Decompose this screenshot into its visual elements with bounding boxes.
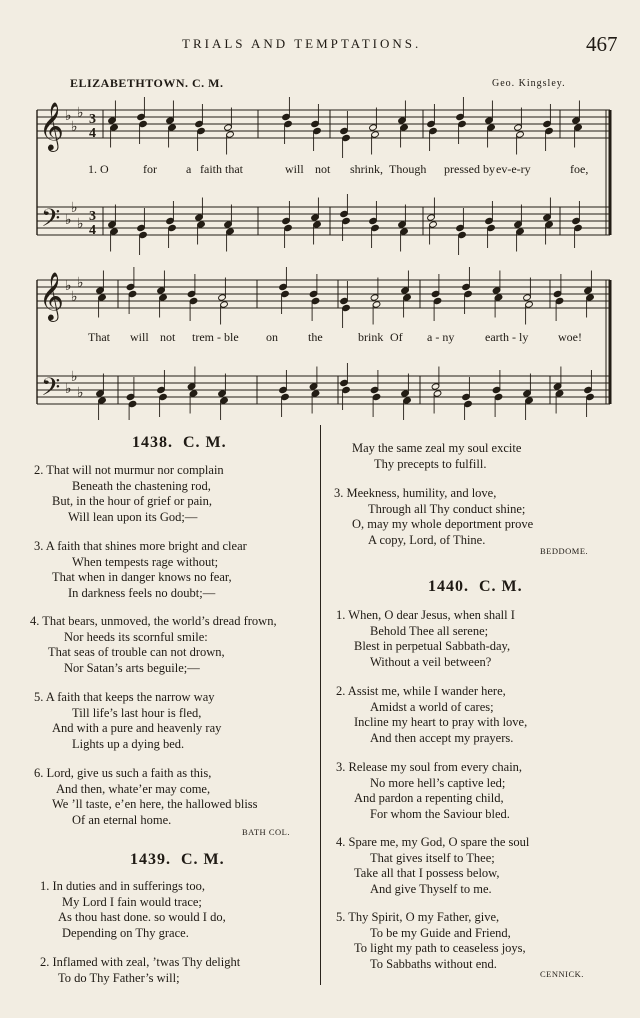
hymn-1440-attribution: CENNICK.	[540, 969, 584, 979]
verse-line: We ’ll taste, e’en here, the hallowed bliss	[52, 797, 258, 812]
time-signature: 3	[89, 209, 96, 224]
verse-line: When tempests rage without;	[72, 554, 219, 569]
verse-line: Through all Thy conduct shine;	[368, 501, 526, 516]
verse-line: Nor Satan’s arts beguile;—	[64, 660, 200, 675]
lyric-word: That	[88, 330, 110, 344]
verse-line: That when in danger knows no fear,	[52, 570, 232, 585]
lyric-word: shrink,	[350, 162, 383, 176]
verse-line: In darkness feels no doubt;—	[68, 585, 216, 600]
verse-line: Lights up a dying bed.	[72, 736, 185, 751]
lyric-word: not	[315, 162, 331, 176]
tune-name: ELIZABETHTOWN. C. M.	[70, 76, 224, 90]
treble-clef: 𝄞	[39, 271, 64, 320]
lyric-word: the	[308, 330, 323, 344]
hymn-1440-stanza-3	[336, 760, 522, 822]
verse-line: Thy precepts to fulfill.	[374, 456, 487, 471]
verse-line: To Sabbaths without end.	[370, 956, 497, 971]
hymn-1440-stanza-1	[336, 608, 515, 670]
lyric-word: woe!	[558, 330, 582, 344]
music-score	[0, 0, 640, 420]
verse-line: Till life’s last hour is fled,	[72, 705, 202, 720]
verse-line: 5. Thy Spirit, O my Father, give,	[336, 910, 500, 924]
verse-line: And give Thyself to me.	[370, 881, 492, 896]
verse-line: No more hell’s captive led;	[370, 775, 506, 790]
lyric-word: pressed by	[444, 162, 495, 176]
time-signature: 3	[89, 112, 96, 127]
hymn-1438-stanza-2	[34, 463, 224, 525]
flat-sign: ♭	[71, 289, 78, 305]
hymn-meter: C. M.	[479, 578, 523, 595]
verse-line: Without a veil between?	[370, 654, 492, 669]
verse-line: My Lord I fain would trace;	[62, 894, 202, 909]
treble-clef: 𝄞	[39, 101, 64, 150]
flat-sign: ♭	[71, 200, 78, 216]
verse-line: 3. A faith that shines more bright and clear	[34, 539, 247, 553]
hymn-number: 1438.	[132, 434, 173, 451]
hymn-1438-attribution: BATH COL.	[242, 827, 290, 837]
lyric-word: 1. O	[88, 162, 109, 176]
verse-line: 6. Lord, give us such a faith as this,	[34, 766, 212, 780]
verse-line: 4. Spare me, my God, O spare the soul	[336, 835, 530, 849]
hymn-1438-stanza-3	[34, 539, 247, 601]
running-title: TRIALS AND TEMPTATIONS.	[182, 36, 422, 51]
verse-line: And then, whate’er may come,	[56, 781, 211, 796]
lyric-word: a	[186, 162, 192, 176]
verse-line: Blest in perpetual Sabbath-day,	[354, 639, 511, 654]
verse-line: And then accept my prayers.	[370, 730, 514, 745]
verse-line: Behold Thee all serene;	[370, 623, 489, 638]
hymn-1438-stanza-5	[34, 690, 221, 752]
lyric-word: earth - ly	[485, 330, 529, 344]
verse-line: A copy, Lord, of Thine.	[368, 532, 486, 547]
hymn-meter: C. M.	[181, 851, 225, 868]
flat-sign: ♭	[65, 278, 72, 294]
flat-sign: ♭	[71, 119, 78, 135]
lyric-word: a - ny	[427, 330, 455, 344]
hymn-1440-stanza-5	[336, 910, 526, 972]
verse-line: But, in the hour of grief or pain,	[52, 494, 213, 509]
lyric-word: ev-e-ry	[496, 162, 531, 176]
lyric-word: trem - ble	[192, 330, 239, 344]
hymn-1438-heading	[132, 434, 227, 452]
verse-line: That gives itself to Thee;	[370, 850, 495, 865]
verse-line: Of an eternal home.	[72, 812, 172, 827]
verse-line: And pardon a repenting child,	[354, 791, 504, 806]
verse-line: To be my Guide and Friend,	[370, 925, 511, 940]
lyric-word: Of	[390, 330, 403, 344]
verse-line: Amidst a world of cares;	[370, 699, 494, 714]
page-number: 467	[586, 32, 618, 56]
lyric-word: will	[285, 162, 304, 176]
verse-line: 2. That will not murmur nor complain	[34, 463, 224, 477]
verse-line: 4. That bears, unmoved, the world’s dread frown,	[30, 614, 277, 628]
verse-line: 2. Assist me, while I wander here,	[336, 684, 506, 698]
hymn-1438-stanza-6	[34, 766, 258, 828]
hymn-1439-stanza-2-continued	[352, 441, 521, 472]
flat-sign: ♭	[77, 105, 84, 121]
hymn-1439-heading	[130, 851, 225, 869]
column-divider	[320, 425, 321, 985]
verse-line: Incline my heart to pray with love,	[354, 715, 528, 730]
verse-line: 3. Release my soul from every chain,	[336, 760, 523, 774]
hymn-1438-stanza-4	[30, 614, 277, 676]
flat-sign: ♭	[65, 212, 72, 228]
lyric-word: faith that	[200, 162, 243, 176]
verse-line: 5. A faith that keeps the narrow way	[34, 690, 215, 704]
lyric-word: Though	[389, 162, 427, 176]
hymn-number: 1440.	[428, 578, 469, 595]
flat-sign: ♭	[65, 381, 72, 397]
verse-line: Beneath the chastening rod,	[72, 478, 211, 493]
verse-line: As thou hast done. so would I do,	[58, 910, 226, 925]
verse-line: And with a pure and heavenly ray	[52, 721, 222, 736]
flat-sign: ♭	[65, 108, 72, 124]
hymn-1439-stanza-3	[334, 486, 533, 548]
lyric-word: brink	[358, 330, 384, 344]
verse-line: That seas of trouble can not drown,	[48, 645, 225, 660]
hymn-meter: C. M.	[183, 434, 227, 451]
verse-line: Nor heeds its scornful smile:	[64, 629, 208, 644]
hymn-1439-stanza-2	[40, 955, 240, 986]
lyric-word: will	[130, 330, 149, 344]
time-signature: 4	[89, 126, 96, 141]
verse-line: Depending on Thy grace.	[62, 925, 189, 940]
flat-sign: ♭	[77, 385, 84, 401]
hymn-1439-attribution: BEDDOME.	[540, 546, 589, 556]
verse-line: To do Thy Father’s will;	[58, 970, 180, 985]
verse-line: Take all that I possess below,	[354, 866, 500, 881]
flat-sign: ♭	[77, 275, 84, 291]
verse-line: Will lean upon its God;—	[68, 509, 198, 524]
lyric-word: for	[143, 162, 157, 176]
time-signature: 4	[89, 223, 96, 238]
verse-line: May the same zeal my soul excite	[352, 441, 522, 455]
verse-line: To light my path to ceaseless joys,	[354, 941, 526, 956]
flat-sign: ♭	[71, 369, 78, 385]
lyric-word: not	[160, 330, 176, 344]
hymn-1440-heading	[428, 578, 523, 596]
flat-sign: ♭	[77, 216, 84, 232]
lyric-word: on	[266, 330, 278, 344]
hymn-1439-stanza-1	[40, 879, 226, 941]
verse-line: 2. Inflamed with zeal, ’twas Thy delight	[40, 955, 241, 969]
verse-line: 1. In duties and in sufferings too,	[40, 879, 206, 893]
hymn-1440-stanza-2	[336, 684, 527, 746]
verse-line: For whom the Saviour bled.	[370, 806, 510, 821]
composer: Geo. Kingsley.	[492, 78, 566, 89]
verse-line: 1. When, O dear Jesus, when shall I	[336, 608, 515, 622]
lyric-word: foe,	[570, 162, 589, 176]
hymn-number: 1439.	[130, 851, 171, 868]
verse-line: 3. Meekness, humility, and love,	[334, 486, 497, 500]
bass-clef: 𝄢	[41, 204, 61, 239]
verse-line: O, may my whole deportment prove	[352, 517, 534, 532]
bass-clef: 𝄢	[41, 373, 61, 408]
hymn-1440-stanza-4	[336, 835, 529, 897]
